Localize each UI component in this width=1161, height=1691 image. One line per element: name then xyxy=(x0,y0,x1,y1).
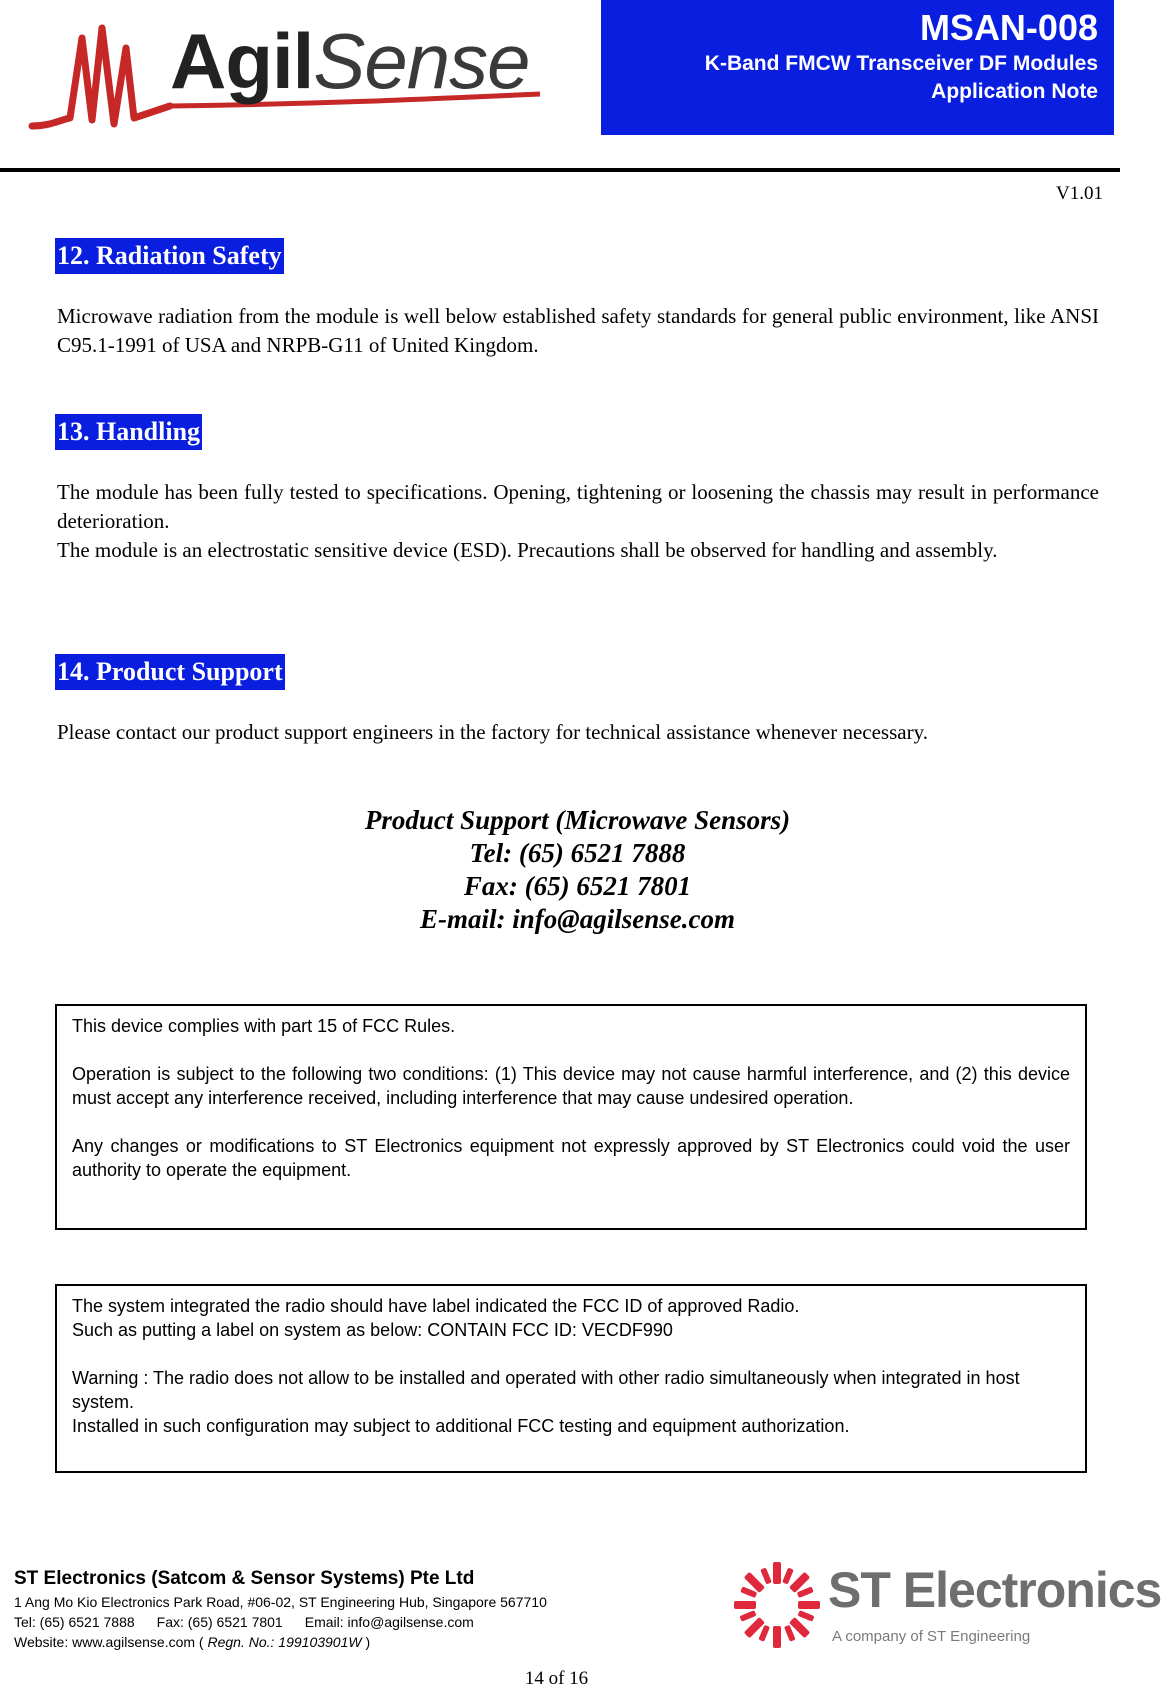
logo-wordmark xyxy=(170,16,530,106)
doc-type: Application Note xyxy=(931,80,1098,103)
footer-website-close: ) xyxy=(365,1634,371,1650)
st-electronics-name: ST Electronics xyxy=(828,1562,1161,1618)
version-label: V1.01 xyxy=(1056,183,1103,204)
logo-part-agil: Agil xyxy=(170,17,314,105)
doc-header-box xyxy=(601,0,1114,135)
footer-regn: Regn. No.: 199103901W xyxy=(207,1634,362,1650)
page-number: 14 of 16 xyxy=(524,1668,589,1689)
fcc-text: This device complies with part 15 of FCC Rules. xyxy=(72,1016,456,1036)
support-email: E-mail: info@agilsense.com xyxy=(420,904,735,934)
footer xyxy=(14,1566,547,1652)
section-paragraph: Please contact our product support engineers in the factory for technical assistance whenever necessary. xyxy=(57,720,928,744)
support-title: Product Support (Microwave Sensors) xyxy=(364,805,791,835)
label-text: The system integrated the radio should have label indicated the FCC ID of approved Radio. xyxy=(72,1296,800,1316)
label-text: Installed in such configuration may subject to additional FCC testing and equipment authorization. xyxy=(72,1416,850,1436)
section-heading-radiation-safety: 12. Radiation Safety xyxy=(55,238,284,274)
support-tel: Tel: (65) 6521 7888 xyxy=(469,838,686,868)
section-paragraph: The module is an electrostatic sensitive device (ESD). Precautions shall be observed for handling and assembly. xyxy=(57,538,998,562)
section-heading-handling: 13. Handling xyxy=(55,414,202,450)
logo-part-sense: Sense xyxy=(313,17,530,105)
waveform-icon xyxy=(30,8,170,138)
section-paragraph: The module has been fully tested to specifications. Opening, tightening or loosening the chassis may result in performance deterioration. xyxy=(57,480,1099,533)
label-text: Such as putting a label on system as below: CONTAIN FCC ID: VECDF990 xyxy=(72,1320,673,1340)
fcc-text: Any changes or modifications to ST Electronics equipment not expressly approved by ST Electronics could void the user authority to operate the equipment. xyxy=(72,1136,1070,1180)
footer-email: Email: info@agilsense.com xyxy=(304,1614,474,1630)
label-text: Warning : The radio does not allow to be installed and operated with other radio simultaneously when integrated in host system. xyxy=(72,1368,1020,1412)
footer-company: ST Electronics (Satcom & Sensor Systems) Pte Ltd xyxy=(14,1568,475,1589)
doc-title: K-Band FMCW Transceiver DF Modules xyxy=(704,52,1098,75)
footer-fax: Fax: (65) 6521 7801 xyxy=(156,1614,283,1630)
support-fax: Fax: (65) 6521 7801 xyxy=(463,871,692,901)
st-electronics-tagline: A company of ST Engineering xyxy=(832,1628,1031,1645)
doc-code: MSAN-008 xyxy=(919,7,1098,48)
footer-tel: Tel: (65) 6521 7888 xyxy=(14,1614,135,1630)
section-paragraph: Microwave radiation from the module is well below established safety standards for general public environment, like ANSI C95.1-1991 of USA and NRPB-G11 of United Kingdom. xyxy=(57,304,1099,357)
agilsense-logo xyxy=(30,8,550,138)
fcc-text: Operation is subject to the following two conditions: (1) This device may not cause harmful interference, and (2) this device must accept any interference received, including interference that may cause undesired operation. xyxy=(72,1064,1070,1108)
st-electronics-logo xyxy=(732,1556,1161,1656)
section-heading-product-support: 14. Product Support xyxy=(55,654,285,690)
starburst-icon xyxy=(732,1560,822,1650)
fcc-compliance-box xyxy=(55,1004,1087,1230)
fcc-label-box xyxy=(55,1284,1087,1473)
footer-contacts xyxy=(14,1612,547,1632)
footer-website-line xyxy=(14,1632,547,1652)
footer-address: 1 Ang Mo Kio Electronics Park Road, #06-02, ST Engineering Hub, Singapore 567710 xyxy=(14,1594,547,1610)
footer-website: Website: www.agilsense.com ( xyxy=(14,1634,204,1650)
header-rule xyxy=(0,168,1120,172)
